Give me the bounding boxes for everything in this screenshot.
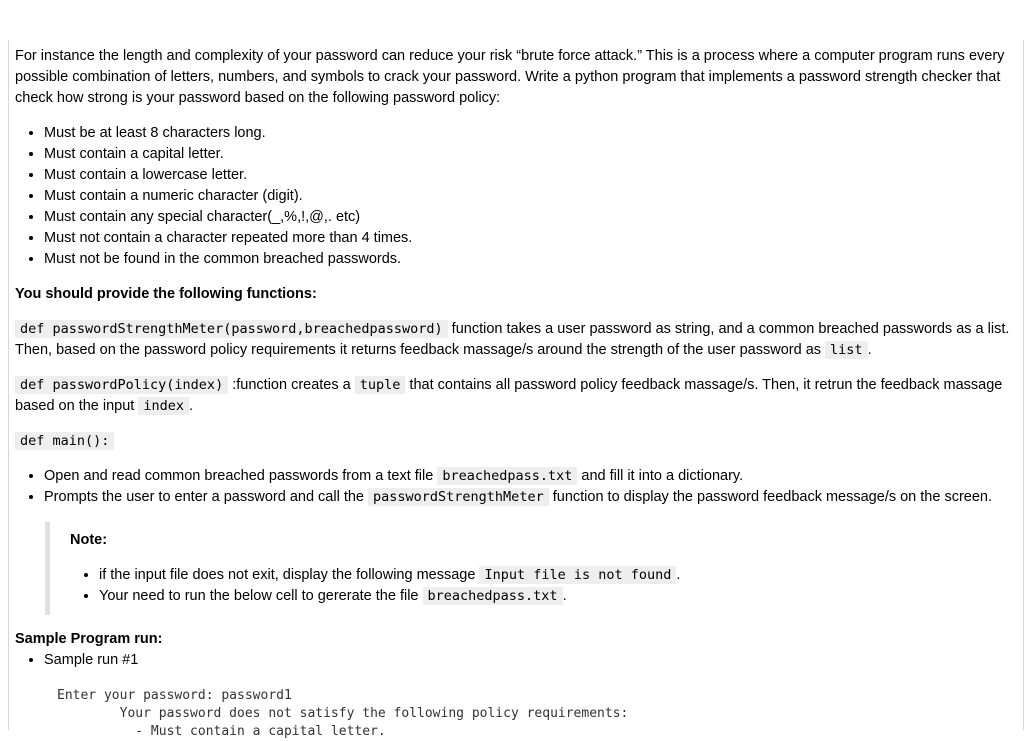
code-line: Your password does not satisfy the following policy requirements: xyxy=(57,706,629,721)
tuple-code: tuple xyxy=(355,376,406,394)
breachedpass-code: breachedpass.txt xyxy=(437,467,577,485)
policy-function-code: def passwordPolicy(index) xyxy=(15,376,228,394)
sample-heading: Sample Program run: xyxy=(15,631,163,647)
list-item-text: and fill it into a dictionary. xyxy=(577,468,744,484)
list-item xyxy=(44,487,1019,508)
breachedpass-code: breachedpass.txt xyxy=(423,587,563,605)
list-item-text: . xyxy=(562,588,567,604)
list-item: • Must contain a lowercase letter. xyxy=(44,165,1019,186)
list-item: • Must contain any special character(_,%,!,@,. etc) xyxy=(44,207,1019,228)
meter-function-text: function takes a user password as string, and a common breached passwords as a list. Then, based on the password policy requirements it returns feedback massage/s around the strength of the user password as xyxy=(15,321,1010,358)
meter-function-code: def passwordStrengthMeter(password,breachedpassword) xyxy=(15,320,448,338)
markdown-content xyxy=(15,46,1019,741)
functions-heading: You should provide the following functions: xyxy=(15,286,317,302)
list-item-text: Prompts the user to enter a password and call the xyxy=(44,489,369,505)
list-item: • Must not be found in the common breached passwords. xyxy=(44,249,1019,270)
list-item-text: . xyxy=(676,567,681,583)
list-code: list xyxy=(825,341,868,359)
note-title: Note: xyxy=(70,532,108,548)
intro-paragraph: For instance the length and complexity of your password can reduce your risk “brute force attack.” This is a process where a computer program runs every possible combination of letters, numbers, and symbols to crack your password. Write a python program that implements a password strength checker that check how strong is your password based on the following password policy: xyxy=(15,48,1005,106)
main-function-list xyxy=(15,466,1019,508)
policy-function-paragraph xyxy=(15,375,1019,417)
note-list xyxy=(70,565,1019,607)
sample-output-codeblock xyxy=(57,687,1019,741)
password-policy-list xyxy=(15,123,1019,270)
code-line: - Must contain a capital letter. xyxy=(57,724,386,739)
notebook-cell xyxy=(8,40,1024,739)
sample-run-list xyxy=(15,650,1019,671)
file-not-found-code: Input file is not found xyxy=(479,566,676,584)
list-item: • Must not contain a character repeated more than 4 times. xyxy=(44,228,1019,249)
list-item-text: Your need to run the below cell to gererate the file xyxy=(99,588,423,604)
list-item xyxy=(99,565,1019,586)
list-item: • Sample run #1 xyxy=(44,650,1019,671)
list-item xyxy=(99,586,1019,607)
period-text: . xyxy=(867,342,872,358)
strength-meter-code: passwordStrengthMeter xyxy=(368,488,549,506)
code-line: Enter your password: password1 xyxy=(57,688,292,703)
policy-function-text-2: that contains all password policy feedback massage/s. Then, it retrun the feedback massage based on the input xyxy=(15,377,1003,414)
meter-function-paragraph xyxy=(15,319,1019,361)
policy-function-text: :function creates a xyxy=(228,377,355,393)
list-item: • Must contain a capital letter. xyxy=(44,144,1019,165)
index-code: index xyxy=(138,397,189,415)
note-blockquote xyxy=(45,522,1019,615)
list-item xyxy=(44,466,1019,487)
list-item-text: if the input file does not exit, display the following message xyxy=(99,567,480,583)
main-function-code: def main(): xyxy=(15,432,114,450)
main-def-paragraph xyxy=(15,431,1019,452)
list-item: • Must contain a numeric character (digit). xyxy=(44,186,1019,207)
list-item-text: Open and read common breached passwords from a text file xyxy=(44,468,438,484)
list-item: • Must be at least 8 characters long. xyxy=(44,123,1019,144)
list-item-text: function to display the password feedback message/s on the screen. xyxy=(548,489,993,505)
period-text: . xyxy=(189,398,194,414)
